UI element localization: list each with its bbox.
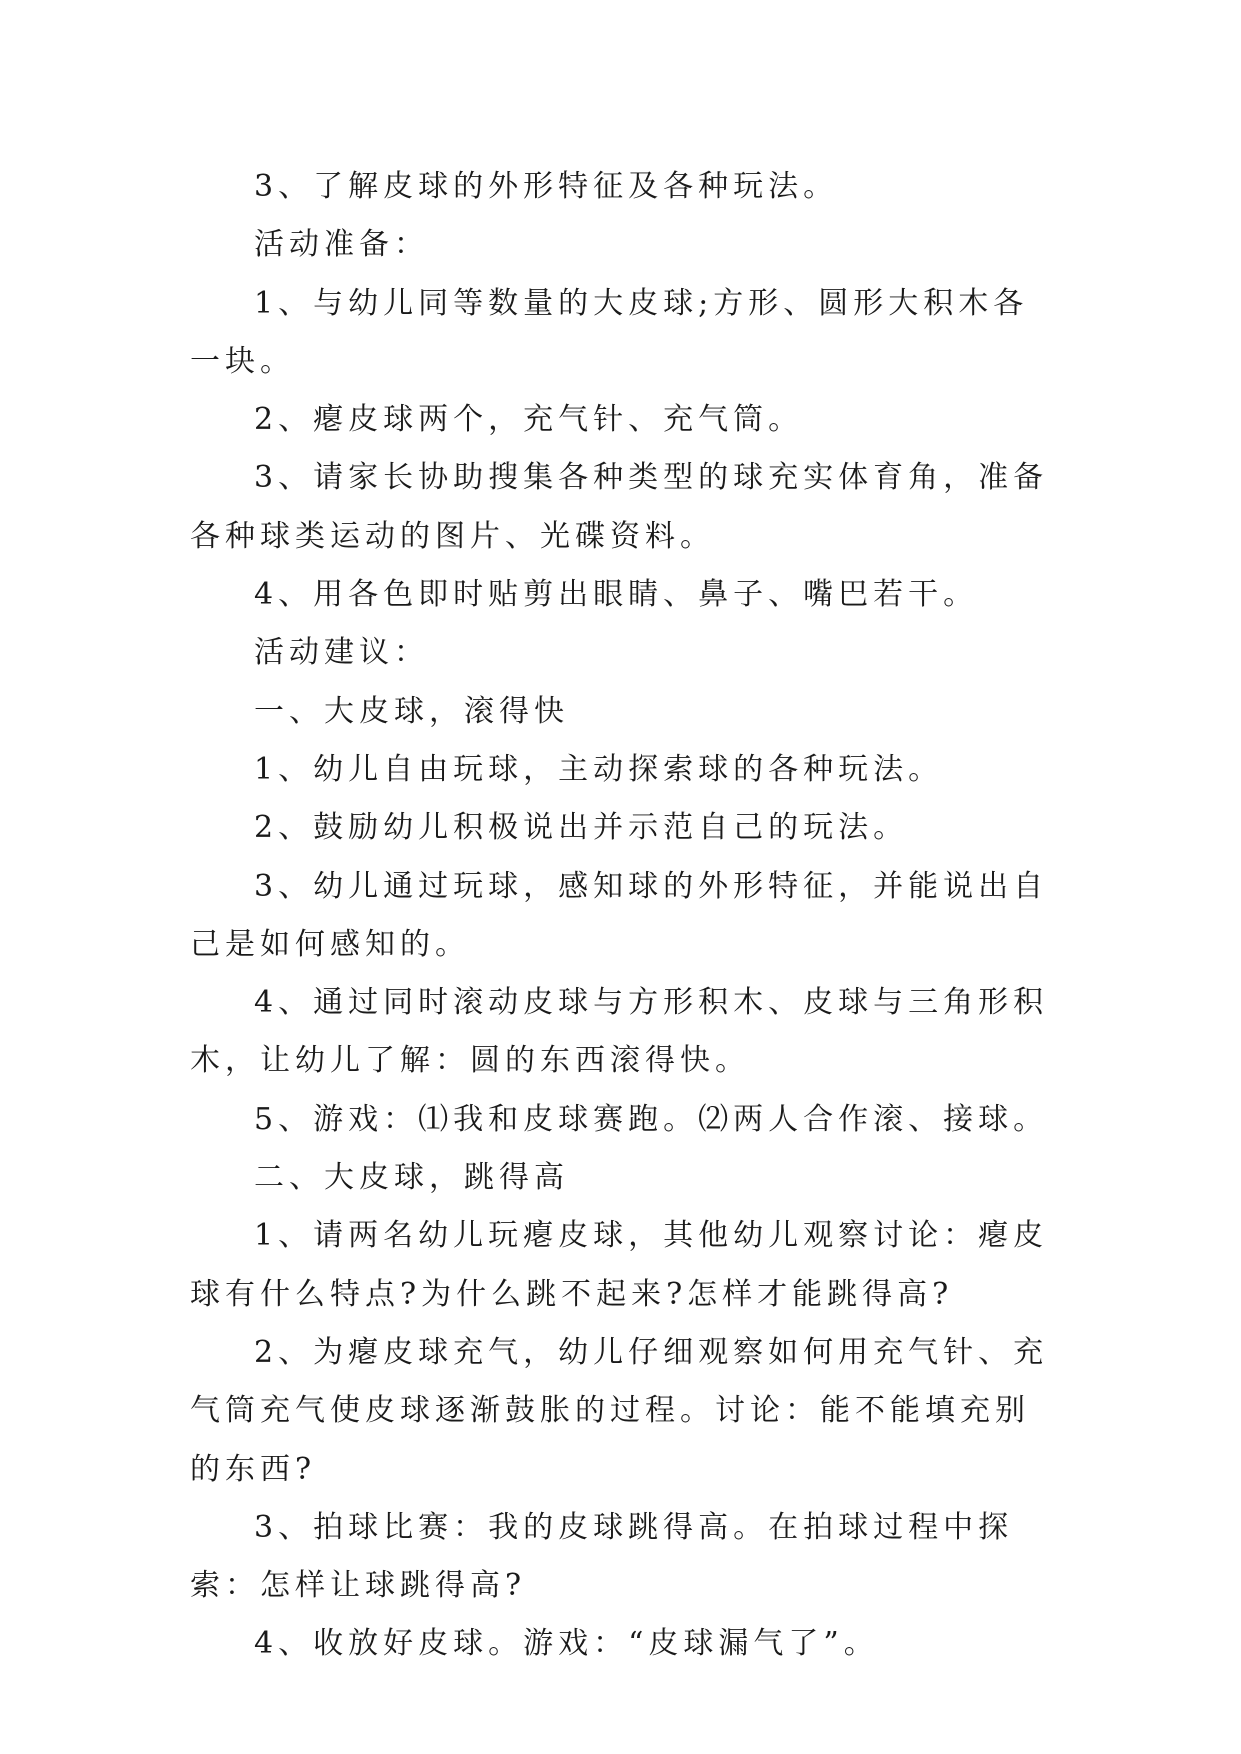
paragraph: 1、幼儿自由玩球，主动探索球的各种玩法。 [254, 751, 944, 787]
section-heading: 活动准备： [254, 227, 429, 263]
paragraph: 2、为瘪皮球充气，幼儿仔细观察如何用充气针、充气筒充气使皮球逐渐鼓胀的过程。讨论：能不能填充别的东西? [190, 1334, 1049, 1487]
subsection-heading: 二、大皮球，跳得高 [254, 1160, 569, 1196]
paragraph: 5、游戏：⑴我和皮球赛跑。⑵两人合作滚、接球。 [254, 1101, 1049, 1137]
paragraph: 4、通过同时滚动皮球与方形积木、皮球与三角形积木，让幼儿了解：圆的东西滚得快。 [190, 985, 1049, 1079]
paragraph: 2、鼓励幼儿积极说出并示范自己的玩法。 [254, 810, 909, 846]
paragraph: 4、用各色即时贴剪出眼睛、鼻子、嘴巴若干。 [254, 577, 979, 613]
paragraph: 3、拍球比赛：我的皮球跳得高。在拍球过程中探索：怎样让球跳得高? [190, 1509, 1014, 1604]
paragraph: 1、与幼儿同等数量的大皮球;方形、圆形大积木各一块。 [190, 285, 1029, 379]
paragraph: 3、请家长协助搜集各种类型的球充实体育角，准备各种球类运动的图片、光碟资料。 [190, 460, 1049, 554]
paragraph: 3、了解皮球的外形特征及各种玩法。 [254, 169, 839, 204]
document-body [190, 158, 1060, 1674]
subsection-heading: 一、大皮球，滚得快 [254, 693, 569, 729]
paragraph: 3、幼儿通过玩球，感知球的外形特征，并能说出自己是如何感知的。 [190, 868, 1049, 962]
paragraph: 1、请两名幼儿玩瘪皮球，其他幼儿观察讨论：瘪皮球有什么特点?为什么跳不起来?怎样才能跳得高? [190, 1218, 1049, 1312]
paragraph: 2、瘪皮球两个，充气针、充气筒。 [254, 402, 804, 438]
section-heading: 活动建议： [254, 635, 429, 671]
paragraph: 4、收放好皮球。游戏：“皮球漏气了”。 [254, 1626, 879, 1662]
